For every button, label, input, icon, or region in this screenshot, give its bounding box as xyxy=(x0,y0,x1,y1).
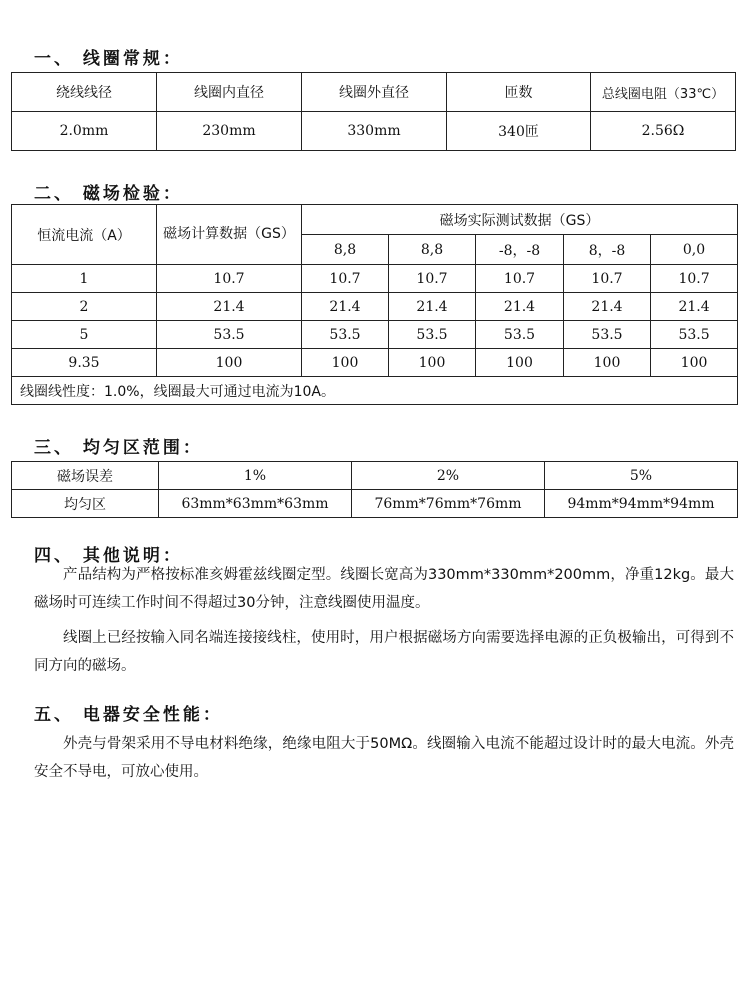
error-value: 1% xyxy=(159,462,352,490)
section5-paragraph-1: 外壳与骨架采用不导电材料绝缘，绝缘电阻大于50MΩ。线圈输入电流不能超过设计时的最大电流。外壳安全不导电，可放心使用。 xyxy=(34,736,734,780)
value-resistance: 2.56Ω xyxy=(591,112,736,151)
header-turns: 匝数 xyxy=(447,73,591,112)
value-inner-diameter: 230mm xyxy=(157,112,302,151)
section3-title: 三、 均匀区范围： xyxy=(34,438,203,458)
table-row xyxy=(12,321,738,349)
header-calc-field: 磁场计算数据（GS） xyxy=(157,205,302,265)
actual-value: 21.4 xyxy=(389,293,476,321)
value-outer-diameter: 330mm xyxy=(302,112,447,151)
value-wire-diameter: 2.0mm xyxy=(12,112,157,151)
calc-value: 100 xyxy=(157,349,302,377)
actual-value: 100 xyxy=(564,349,651,377)
label-uniform-zone: 均匀区 xyxy=(12,490,159,518)
calc-value: 53.5 xyxy=(157,321,302,349)
section4-title: 四、 其他说明： xyxy=(34,546,183,566)
header-inner-diameter: 线圈内直径 xyxy=(157,73,302,112)
zone-value: 63mm*63mm*63mm xyxy=(159,490,352,518)
section4-paragraph-2: 线圈上已经按输入同名端连接接线柱，使用时，用户根据磁场方向需要选择电源的正负极输出，可得到不同方向的磁场。 xyxy=(34,630,734,674)
calc-value: 21.4 xyxy=(157,293,302,321)
table-row xyxy=(12,349,738,377)
header-outer-diameter: 线圈外直径 xyxy=(302,73,447,112)
calc-value: 10.7 xyxy=(157,265,302,293)
current-value: 5 xyxy=(12,321,157,349)
table-row xyxy=(12,293,738,321)
actual-value: 21.4 xyxy=(651,293,738,321)
uniform-zone-table xyxy=(11,461,738,518)
actual-value: 53.5 xyxy=(651,321,738,349)
value-turns: 340匝 xyxy=(447,112,591,151)
section5-title: 五、 电器安全性能： xyxy=(34,705,223,725)
actual-value: 53.5 xyxy=(302,321,389,349)
field-test-table xyxy=(11,204,738,405)
position-label: 8,8 xyxy=(302,235,389,265)
label-field-error: 磁场误差 xyxy=(12,462,159,490)
actual-value: 53.5 xyxy=(389,321,476,349)
table-row xyxy=(12,265,738,293)
actual-value: 10.7 xyxy=(389,265,476,293)
coil-spec-table xyxy=(11,72,736,151)
section4-paragraph-1: 产品结构为严格按标准亥姆霍兹线圈定型。线圈长宽高为330mm*330mm*200mm，净重12kg。最大磁场时可连续工作时间不得超过30分钟，注意线圈使用温度。 xyxy=(34,567,734,611)
header-current: 恒流电流（A） xyxy=(12,205,157,265)
error-value: 5% xyxy=(545,462,738,490)
actual-value: 10.7 xyxy=(651,265,738,293)
position-label: 8,8 xyxy=(389,235,476,265)
section1-title: 一、 线圈常规： xyxy=(34,49,183,69)
actual-value: 100 xyxy=(476,349,564,377)
actual-value: 21.4 xyxy=(476,293,564,321)
zone-value: 94mm*94mm*94mm xyxy=(545,490,738,518)
actual-value: 100 xyxy=(651,349,738,377)
error-value: 2% xyxy=(352,462,545,490)
position-label: 8，-8 xyxy=(564,235,651,265)
position-label: 0,0 xyxy=(651,235,738,265)
actual-value: 10.7 xyxy=(302,265,389,293)
header-wire-diameter: 绕线线径 xyxy=(12,73,157,112)
current-value: 1 xyxy=(12,265,157,293)
position-label: -8，-8 xyxy=(476,235,564,265)
actual-value: 100 xyxy=(302,349,389,377)
current-value: 9.35 xyxy=(12,349,157,377)
actual-value: 53.5 xyxy=(476,321,564,349)
zone-value: 76mm*76mm*76mm xyxy=(352,490,545,518)
actual-value: 21.4 xyxy=(302,293,389,321)
linearity-note: 线圈线性度：1.0%，线圈最大可通过电流为10A。 xyxy=(12,377,738,405)
actual-value: 10.7 xyxy=(564,265,651,293)
section2-title: 二、 磁场检验： xyxy=(34,184,183,204)
current-value: 2 xyxy=(12,293,157,321)
actual-value: 10.7 xyxy=(476,265,564,293)
header-resistance: 总线圈电阻（33℃） xyxy=(591,73,736,112)
actual-value: 21.4 xyxy=(564,293,651,321)
actual-value: 53.5 xyxy=(564,321,651,349)
actual-value: 100 xyxy=(389,349,476,377)
header-actual-field: 磁场实际测试数据（GS） xyxy=(302,205,738,235)
